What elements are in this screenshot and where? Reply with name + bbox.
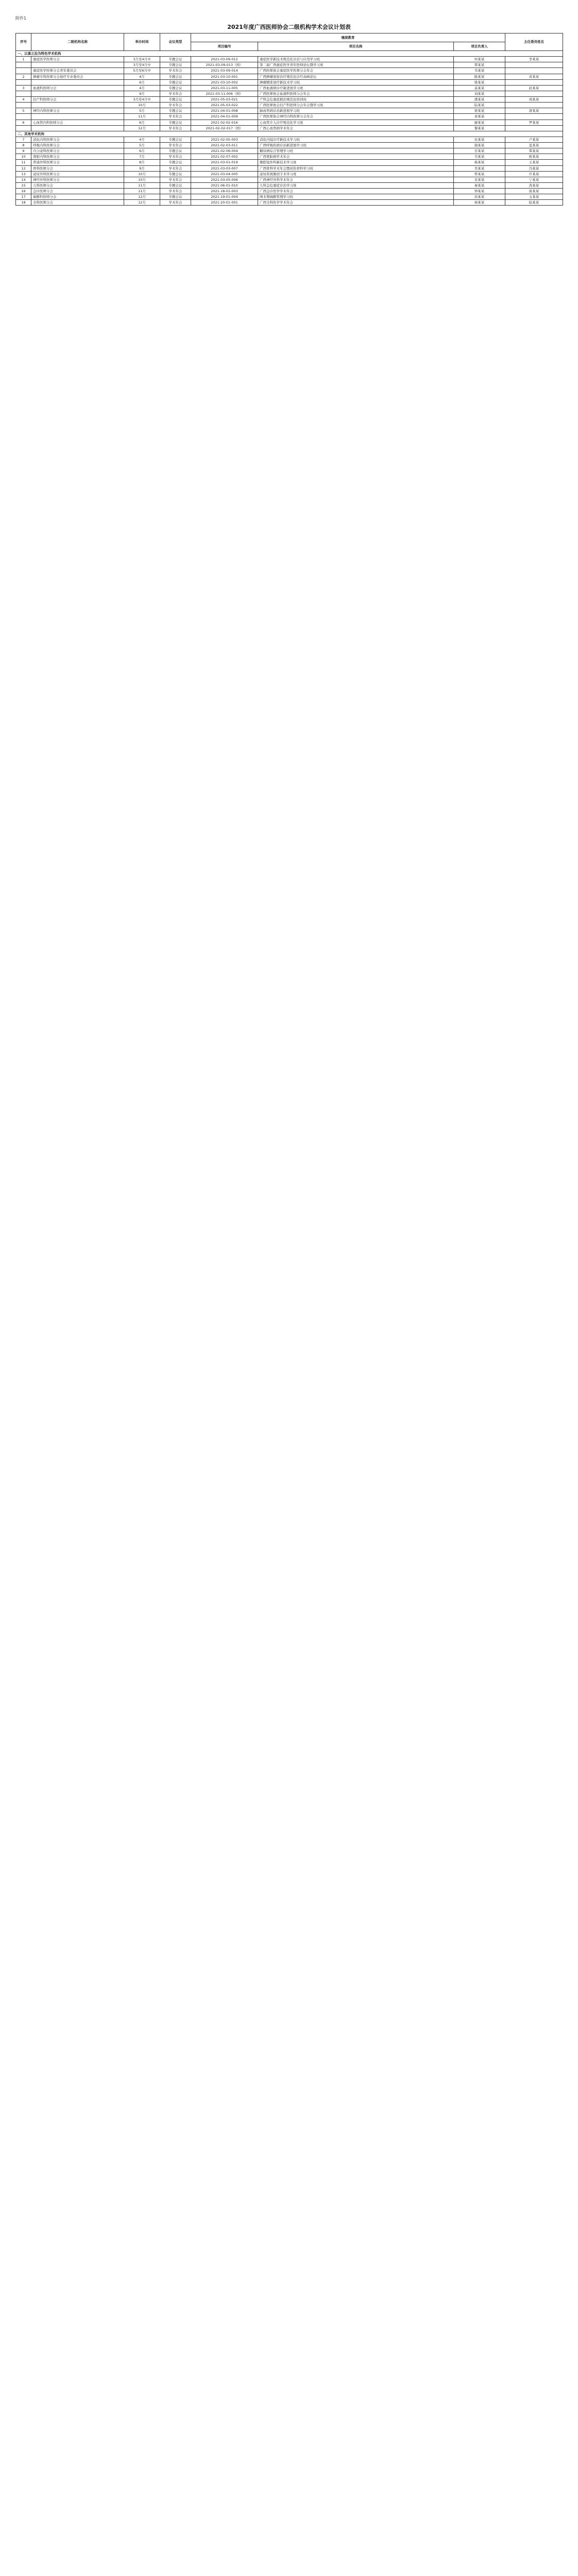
cell-leader: 农某某 — [454, 137, 505, 142]
table-row — [16, 177, 563, 182]
cell-org: 内分泌科医师分会 — [31, 148, 124, 154]
cell-seq: 9 — [16, 148, 31, 154]
cell-seq: 14 — [16, 177, 31, 182]
cell-type: 专题会议 — [160, 74, 191, 79]
cell-project-no: 2021-03-03-007 — [191, 165, 258, 171]
cell-leader: 谢某某 — [454, 143, 505, 148]
cell-chair: 黄某某 — [505, 74, 563, 79]
cell-proj: 广西神经外科学术年会 — [258, 177, 454, 182]
cell-project-no: 2021-02-03-011 — [191, 143, 258, 148]
cell-time: 11月 — [124, 114, 160, 120]
cell-proj: 广西骨科学术年会暨创伤骨科学习班 — [258, 165, 454, 171]
cell-chair: 许某某 — [505, 171, 563, 177]
cell-chair — [505, 91, 563, 96]
table-row — [16, 91, 563, 96]
cell-org: 全科医师分会 — [31, 200, 124, 206]
cell-leader: 陆某某 — [454, 103, 505, 108]
cell-leader: 刘某某 — [454, 91, 505, 96]
cell-time: 3月至4月中 — [124, 97, 160, 103]
cell-leader: 苏某某 — [454, 194, 505, 200]
cell-project-no: 2021-02-07-002 — [191, 154, 258, 160]
cell-org — [31, 114, 124, 120]
cell-project-no: 2021-03-05-006 — [191, 177, 258, 182]
cell-chair: 赵某某 — [505, 85, 563, 91]
cell-type: 专题会议 — [160, 57, 191, 62]
cell-leader: 黎某某 — [454, 125, 505, 131]
cell-org — [31, 79, 124, 85]
cell-project-no: 2021-19-01-004 — [191, 194, 258, 200]
cell-proj: 广西呼吸疾病诊治新进展学习班 — [258, 143, 454, 148]
cell-seq — [16, 62, 31, 68]
cell-chair: 欧某某 — [505, 154, 563, 160]
col-cme-header: 继续教育 — [191, 33, 505, 42]
section-title: 一、以课之治为特色学术机构 — [16, 51, 563, 57]
cell-org: 肿瘤专科医师分会放疗专业委员会 — [31, 74, 124, 79]
cell-chair: 玉某某 — [505, 194, 563, 200]
table-row — [16, 194, 563, 200]
cell-seq: 7 — [16, 137, 31, 142]
cell-proj: 广西医师协会血液科医师分会年会 — [258, 91, 454, 96]
table-row — [16, 68, 563, 74]
cell-seq: 2 — [16, 74, 31, 79]
cell-proj: 腹腔镜外科新技术学习班 — [258, 160, 454, 165]
cell-seq: 5 — [16, 108, 31, 114]
cell-time: 7月 — [124, 154, 160, 160]
cell-org: 骨科医师分会 — [31, 165, 124, 171]
cell-type: 学术年会 — [160, 154, 191, 160]
cell-leader: 廖某某 — [454, 120, 505, 125]
cell-chair: 王某某 — [505, 160, 563, 165]
cell-chair: 冯某某 — [505, 165, 563, 171]
cell-chair: 李某某 — [505, 57, 563, 62]
cell-project-no: 2021-18-01-003 — [191, 189, 258, 194]
section-row — [16, 51, 563, 57]
cell-type: 专题会议 — [160, 97, 191, 103]
cell-project-no: 2021-02-06-004 — [191, 148, 258, 154]
cell-org: 重症医学医师分会 — [31, 57, 124, 62]
cell-time: 12月 — [124, 200, 160, 206]
cell-chair: 周某某 — [505, 97, 563, 103]
col-org-header: 二级机构名称 — [31, 33, 124, 51]
cell-type: 专题会议 — [160, 62, 191, 68]
table-row — [16, 108, 563, 114]
cell-proj: 消化内镜诊疗新技术学习班 — [258, 137, 454, 142]
cell-leader: 林某某 — [454, 200, 505, 206]
cell-type: 专题会议 — [160, 194, 191, 200]
cell-time: 4月 — [124, 85, 160, 91]
col-time-header: 举办时间 — [124, 33, 160, 51]
cell-time: 5月 — [124, 108, 160, 114]
cell-chair: 唐某某 — [505, 108, 563, 114]
cell-chair: 宁某某 — [505, 177, 563, 182]
table-row — [16, 125, 563, 131]
cell-seq: 4 — [16, 97, 31, 103]
cell-leader: 莫某某 — [454, 85, 505, 91]
cell-chair — [505, 103, 563, 108]
cell-project-no: 2021-03-01-019 — [191, 160, 258, 165]
cell-seq: 18 — [16, 200, 31, 206]
cell-type: 专题会议 — [160, 108, 191, 114]
cell-time: 5月 — [124, 143, 160, 148]
cell-proj: 广西肿瘤放射治疗规范化诊疗高峰论坛 — [258, 74, 454, 79]
cell-org: 急诊医师分会 — [31, 189, 124, 194]
cell-type: 学术年会 — [160, 189, 191, 194]
cell-time: 10月 — [124, 103, 160, 108]
cell-time: 9月 — [124, 165, 160, 171]
cell-proj: 重症医学新技术规范化诊治与应用学习班 — [258, 57, 454, 62]
cell-chair — [505, 68, 563, 74]
cell-type: 学术年会 — [160, 68, 191, 74]
cell-proj: 广西全科医学学术年会 — [258, 200, 454, 206]
cell-type: 学术年会 — [160, 165, 191, 171]
cell-proj: 第二届广西重症医学青年医师论坛暨学习班 — [258, 62, 454, 68]
cell-proj: 广西肾脏病学术年会 — [258, 154, 454, 160]
table-row — [16, 62, 563, 68]
cell-chair: 庞某某 — [505, 189, 563, 194]
cell-type: 专题会议 — [160, 160, 191, 165]
table-row — [16, 143, 563, 148]
table-row — [16, 97, 563, 103]
cell-type: 专题会议 — [160, 79, 191, 85]
cell-seq: 1 — [16, 57, 31, 62]
cell-chair: 覃某某 — [505, 148, 563, 154]
cell-time: 8月 — [124, 160, 160, 165]
col-chair-header: 主任委员姓名 — [505, 33, 563, 51]
cell-time: 12月 — [124, 194, 160, 200]
cell-type: 专题会议 — [160, 182, 191, 188]
section-title: 二、其他学术机构 — [16, 131, 563, 137]
cell-leader: 吴某某 — [454, 165, 505, 171]
table-row — [16, 57, 563, 62]
cell-leader: 潘某某 — [454, 97, 505, 103]
cell-time: 12月 — [124, 125, 160, 131]
cell-time: 3月至4月中 — [124, 62, 160, 68]
cell-type: 专题会议 — [160, 137, 191, 142]
table-row — [16, 103, 563, 108]
cell-seq — [16, 125, 31, 131]
table-row — [16, 165, 563, 171]
cell-time: 6月 — [124, 120, 160, 125]
table-row — [16, 200, 563, 206]
cell-project-no: 2021-03-09-014 — [191, 68, 258, 74]
col-type-header: 会议类型 — [160, 33, 191, 51]
cell-time: 10月 — [124, 171, 160, 177]
cell-leader: 曾某某 — [454, 171, 505, 177]
cell-time: 5月至6月中 — [124, 68, 160, 74]
cell-proj: 肿瘤精准放疗新技术学习班 — [258, 79, 454, 85]
cell-time: 4月 — [124, 137, 160, 142]
cell-proj: 广西急诊医学学术年会 — [258, 189, 454, 194]
cell-chair: 罗某某 — [505, 120, 563, 125]
table-row — [16, 114, 563, 120]
cell-leader: 韦某某 — [454, 154, 505, 160]
cell-leader: 钟某某 — [454, 189, 505, 194]
cell-proj: 糖尿病综合管理学习班 — [258, 148, 454, 154]
cell-project-no: 2021-05-03-022 — [191, 103, 258, 108]
col-leader-header: 项目负责人 — [454, 42, 505, 51]
cell-org — [31, 91, 124, 96]
cell-type: 学术年会 — [160, 114, 191, 120]
table-row — [16, 148, 563, 154]
attachment-label: 附件1 — [15, 16, 27, 21]
cell-project-no: 2021-04-01-009 — [191, 114, 258, 120]
cell-org: 神经外科医师分会 — [31, 177, 124, 182]
cell-seq: 12 — [16, 165, 31, 171]
col-project-no-header: 项目编号 — [191, 42, 258, 51]
cell-leader: 秦某某 — [454, 182, 505, 188]
cell-type: 学术年会 — [160, 200, 191, 206]
cell-seq — [16, 91, 31, 96]
col-seq-header: 序号 — [16, 33, 31, 51]
cell-project-no: 2021-03-11-005 — [191, 85, 258, 91]
cell-leader: 甘某某 — [454, 148, 505, 154]
cell-time: 4月 — [124, 74, 160, 79]
cell-type: 学术年会 — [160, 143, 191, 148]
cell-project-no: 2021-02-05-003 — [191, 137, 258, 142]
cell-project-no: 2021-03-11-006（国） — [191, 91, 258, 96]
table-header-row — [16, 33, 563, 42]
cell-type: 专题会议 — [160, 120, 191, 125]
cell-type: 学术年会 — [160, 125, 191, 131]
table-row — [16, 160, 563, 165]
cell-time: 3月至4月中 — [124, 57, 160, 62]
cell-proj: 脑血管病诊治新进展学习班 — [258, 108, 454, 114]
cell-proj: 产科急危重症救治规范化培训班 — [258, 97, 454, 103]
cell-seq: 6 — [16, 120, 31, 125]
cell-seq — [16, 103, 31, 108]
cell-type: 专题会议 — [160, 85, 191, 91]
cell-proj: 儿科急危重症诊治学习班 — [258, 182, 454, 188]
cell-proj: 广西心血管病学术年会 — [258, 125, 454, 131]
cell-org — [31, 125, 124, 131]
table-row — [16, 154, 563, 160]
plan-table — [15, 33, 563, 206]
table-row — [16, 120, 563, 125]
cell-project-no: 2021-06-01-010 — [191, 182, 258, 188]
cell-project-no: 2021-02-02-016 — [191, 120, 258, 125]
cell-time: 11月 — [124, 182, 160, 188]
cell-chair — [505, 62, 563, 68]
cell-seq: 13 — [16, 171, 31, 177]
cell-time: 10月 — [124, 177, 160, 182]
cell-time: 6月 — [124, 148, 160, 154]
cell-proj: 广西医师协会重症医学医师分会年会 — [258, 68, 454, 74]
cell-org: 肾脏内科医师分会 — [31, 154, 124, 160]
cell-seq: 11 — [16, 160, 31, 165]
cell-seq — [16, 79, 31, 85]
cell-chair: 卢某某 — [505, 137, 563, 142]
cell-org: 重症医学医师分会青年委员会 — [31, 68, 124, 74]
cell-type: 学术年会 — [160, 103, 191, 108]
cell-proj: 心血管介入诊疗规范化学习班 — [258, 120, 454, 125]
table-row — [16, 171, 563, 177]
table-row — [16, 79, 563, 85]
plan-table-wrapper — [15, 33, 563, 206]
cell-org: 呼吸内科医师分会 — [31, 143, 124, 148]
cell-org: 普通外科医师分会 — [31, 160, 124, 165]
cell-chair: 陆某某 — [505, 200, 563, 206]
cell-chair — [505, 114, 563, 120]
cell-seq: 10 — [16, 154, 31, 160]
cell-org: 儿科医师分会 — [31, 182, 124, 188]
cell-org: 神经内科医师分会 — [31, 108, 124, 114]
cell-time: 6月 — [124, 79, 160, 85]
cell-org: 麻醉科医师分会 — [31, 194, 124, 200]
cell-leader: 杨某某 — [454, 160, 505, 165]
cell-org — [31, 62, 124, 68]
cell-leader: 梁某某 — [454, 79, 505, 85]
table-row — [16, 189, 563, 194]
cell-proj: 广西医师协会神经内科医师分会年会 — [258, 114, 454, 120]
cell-type: 专题会议 — [160, 171, 191, 177]
cell-org: 心血管内科医师分会 — [31, 120, 124, 125]
cell-proj: 广西医师协会妇产科医师分会年会暨学习班 — [258, 103, 454, 108]
cell-chair: 蓝某某 — [505, 143, 563, 148]
cell-seq: 3 — [16, 85, 31, 91]
cell-leader: 蒙某某 — [454, 108, 505, 114]
document-title: 2021年度广西医师协会二级机构学术会议计划表 — [227, 24, 351, 30]
cell-time: 9月 — [124, 91, 160, 96]
cell-seq: 17 — [16, 194, 31, 200]
section-row — [16, 131, 563, 137]
cell-leader: 何某某 — [454, 57, 505, 62]
cell-seq: 8 — [16, 143, 31, 148]
cell-seq — [16, 68, 31, 74]
cell-type: 专题会议 — [160, 148, 191, 154]
cell-leader: 陈某某 — [454, 74, 505, 79]
table-row — [16, 85, 563, 91]
cell-proj: 泌尿系统微创手术学习班 — [258, 171, 454, 177]
cell-leader: 覃某某 — [454, 62, 505, 68]
cell-project-no: 2021-20-01-001 — [191, 200, 258, 206]
cell-time: 11月 — [124, 189, 160, 194]
cell-seq — [16, 114, 31, 120]
cell-leader: 邓某某 — [454, 114, 505, 120]
cell-leader: 韦某某 — [454, 68, 505, 74]
cell-org — [31, 103, 124, 108]
table-row — [16, 137, 563, 142]
cell-type: 学术年会 — [160, 177, 191, 182]
cell-org: 血液科医师分会 — [31, 85, 124, 91]
cell-proj: 广西血液病诊疗新进展学习班 — [258, 85, 454, 91]
cell-leader: 麦某某 — [454, 177, 505, 182]
cell-project-no: 2021-03-09-013（国） — [191, 62, 258, 68]
table-row — [16, 74, 563, 79]
cell-chair — [505, 125, 563, 131]
cell-project-no: 2021-05-03-021 — [191, 97, 258, 103]
table-row — [16, 182, 563, 188]
cell-org: 消化内科医师分会 — [31, 137, 124, 142]
cell-chair: 冼某某 — [505, 182, 563, 188]
cell-org: 泌尿外科医师分会 — [31, 171, 124, 177]
cell-project-no: 2021-02-02-017（国） — [191, 125, 258, 131]
col-project-name-header: 项目名称 — [258, 42, 454, 51]
cell-proj: 围术期麻醉管理学习班 — [258, 194, 454, 200]
cell-project-no: 2021-04-01-008 — [191, 108, 258, 114]
cell-org: 妇产科医师分会 — [31, 97, 124, 103]
cell-seq: 16 — [16, 189, 31, 194]
cell-project-no: 2021-03-04-005 — [191, 171, 258, 177]
cell-project-no: 2021-03-09-012 — [191, 57, 258, 62]
plan-table-body — [16, 51, 563, 206]
cell-chair — [505, 79, 563, 85]
cell-type: 学术年会 — [160, 91, 191, 96]
cell-project-no: 2021-03-10-001 — [191, 74, 258, 79]
cell-project-no: 2021-03-10-002 — [191, 79, 258, 85]
cell-seq: 15 — [16, 182, 31, 188]
